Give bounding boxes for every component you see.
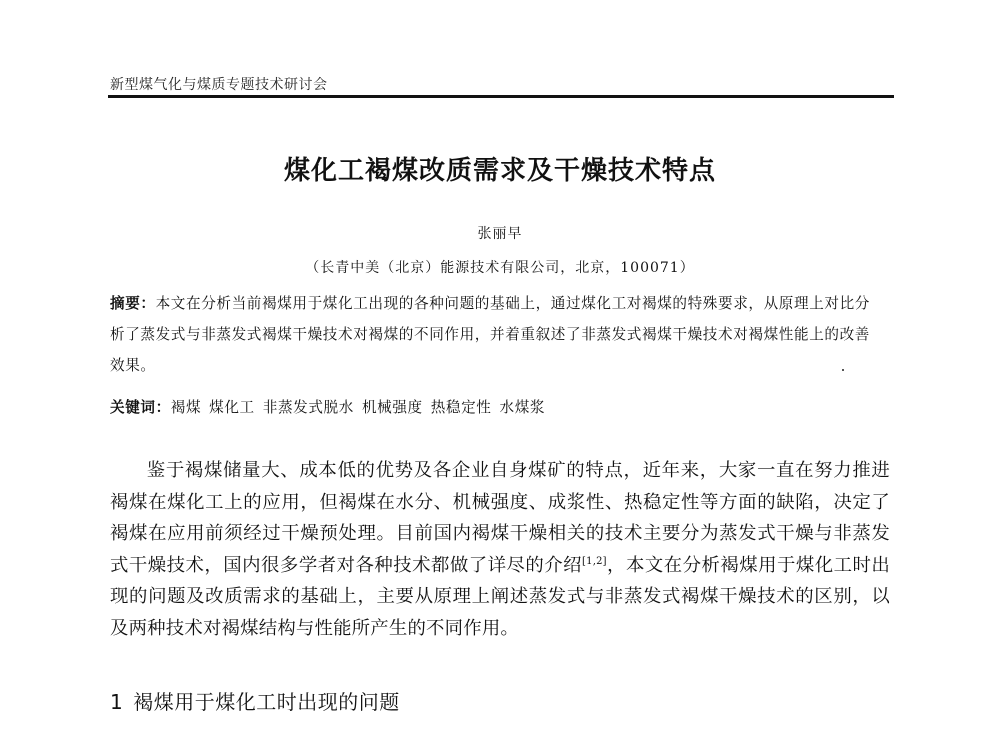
running-header: 新型煤气化与煤质专题技术研讨会 <box>110 77 328 93</box>
keywords <box>110 396 870 417</box>
citation-reference[interactable]: [1,2] <box>582 555 607 567</box>
body-paragraph <box>110 455 890 644</box>
body-text-part-1: 鉴于褐煤储量大、成本低的优势及各企业自身煤矿的特点，近年来，大家一直在努力推进褐煤在煤化工上的应用，但褐煤在水分、机械强度、成浆性、热稳定性等方面的缺陷，决定了褐煤在应用前须经过干燥预处理。目前国内褐煤干燥相关的技术主要分为蒸发式干燥与非蒸发式干燥技术，国内很多学者对各种技术都做了详尽的介绍 <box>110 460 890 576</box>
keyword-item: 热稳定性 <box>430 399 492 416</box>
section-number: 1 <box>110 690 124 714</box>
keyword-item: 机械强度 <box>361 399 423 416</box>
paper-title: 煤化工褐煤改质需求及干燥技术特点 <box>283 156 716 186</box>
keyword-item: 褐煤 <box>170 399 202 416</box>
section-title: 褐煤用于煤化工时出现的问题 <box>133 690 400 714</box>
body-text-part-2: ，本文在分析褐煤用于煤化工时出现的问题及改质需求的基础上，主要从原理上阐述蒸发式与非蒸发式褐煤干燥技术的区别，以及两种技术对褐煤结构与性能所产生的不同作用。 <box>110 554 890 639</box>
abstract-text: 本文在分析当前褐煤用于煤化工出现的各种问题的基础上，通过煤化工对褐煤的特殊要求，从原理上对比分析了蒸发式与非蒸发式褐煤干燥技术对褐煤的不同作用，并着重叙述了非蒸发式褐煤干燥技术对褐煤性能上的改善效果。 <box>110 295 870 374</box>
keywords-label: 关键词： <box>110 399 171 416</box>
author-affiliation: （长青中美（北京）能源技术有限公司，北京，100071） <box>305 260 695 276</box>
section-heading <box>110 686 400 715</box>
header-rule <box>108 95 894 98</box>
scan-speck <box>842 369 844 371</box>
keyword-item: 水煤浆 <box>499 399 546 416</box>
keyword-item: 煤化工 <box>209 399 255 416</box>
abstract <box>110 288 870 381</box>
keyword-item: 非蒸发式脱水 <box>262 399 354 416</box>
author-name: 张丽早 <box>477 226 523 242</box>
abstract-label: 摘要： <box>110 295 156 312</box>
